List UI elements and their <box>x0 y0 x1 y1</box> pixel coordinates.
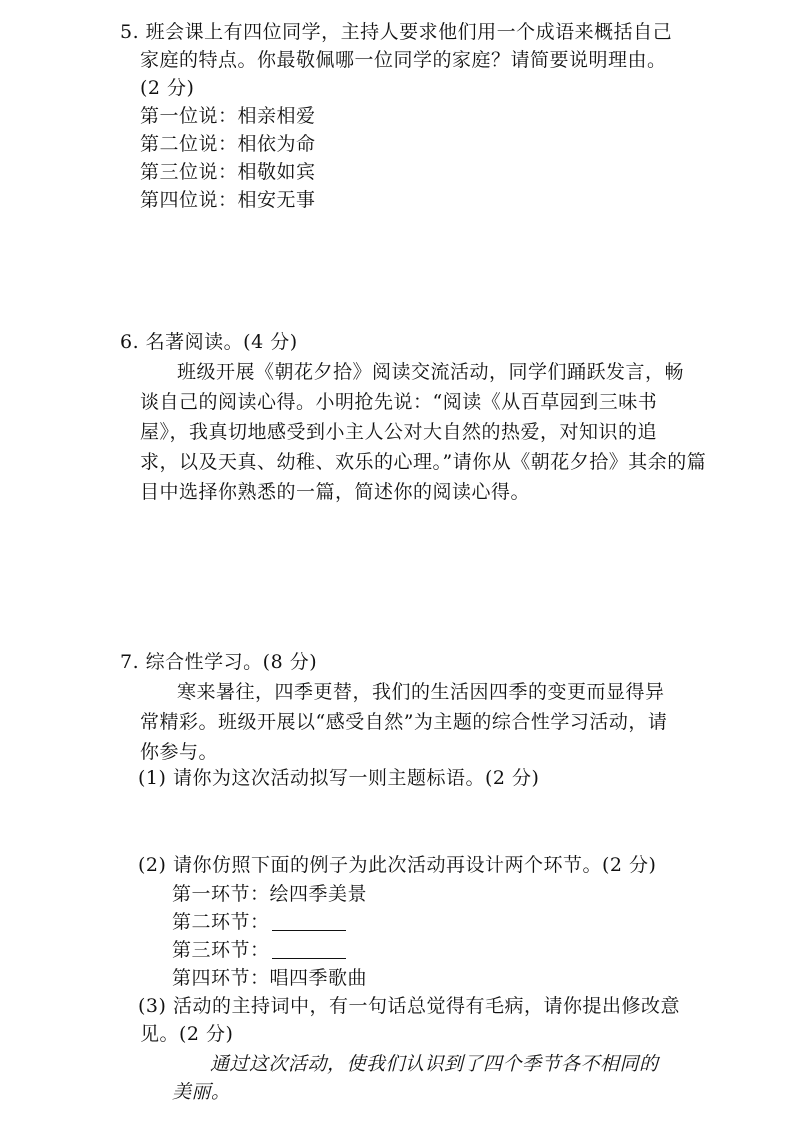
q7-session-2-row <box>172 910 346 934</box>
q6-title: 6. 名著阅读。(4 分) <box>120 331 298 353</box>
q5-prompt-line2: 家庭的特点。你最敬佩哪一位同学的家庭？请简要说明理由。 <box>140 49 667 71</box>
q5-option-2: 第二位说：相依为命 <box>140 133 316 155</box>
q6-text-line5: 目中选择你熟悉的一篇，简述你的阅读心得。 <box>140 481 531 503</box>
q7-intro-line2: 常精彩。班级开展以“感受自然”为主题的综合性学习活动，请 <box>140 711 668 733</box>
q5-score: (2 分) <box>140 77 195 99</box>
q5-option-4: 第四位说：相安无事 <box>140 189 316 211</box>
q6-text-line3: 屋》，我真切地感受到小主人公对大自然的热爱，对知识的追 <box>140 421 658 443</box>
q7-title: 7. 综合性学习。(8 分) <box>120 651 318 673</box>
q7-faulty-sentence-line1: 通过这次活动，使我们认识到了四个季节各不相同的 <box>210 1053 659 1075</box>
q5-option-1: 第一位说：相亲相爱 <box>140 105 316 127</box>
q7-session-3-label: 第三环节： <box>172 939 270 961</box>
q7-session-4: 第四环节：唱四季歌曲 <box>172 967 368 989</box>
q7-sub3-line1: (3) 活动的主持词中，有一句话总觉得有毛病，请你提出修改意 <box>138 995 680 1017</box>
q6-text-line4: 求，以及天真、幼稚、欢乐的心理。”请你从《朝花夕拾》其余的篇 <box>140 451 707 473</box>
q7-session-1: 第一环节：绘四季美景 <box>172 883 368 905</box>
q5-prompt-line1: 5. 班会课上有四位同学，主持人要求他们用一个成语来概括自己 <box>120 21 673 43</box>
q6-text-line2: 谈自己的阅读心得。小明抢先说：“阅读《从百草园到三味书 <box>140 391 658 413</box>
q7-session-3-blank[interactable] <box>272 940 346 959</box>
q7-sub2: (2) 请你仿照下面的例子为此次活动再设计两个环节。(2 分) <box>138 854 657 876</box>
q7-intro-line3: 你参与。 <box>140 741 219 763</box>
q7-session-2-blank[interactable] <box>272 912 346 931</box>
q7-session-2-label: 第二环节： <box>172 911 270 933</box>
q6-text-line1: 班级开展《朝花夕拾》阅读交流活动，同学们踊跃发言，畅 <box>177 361 685 383</box>
q7-sub1: (1) 请你为这次活动拟写一则主题标语。(2 分) <box>138 767 540 789</box>
q5-option-3: 第三位说：相敬如宾 <box>140 161 316 183</box>
q7-intro-line1: 寒来暑往，四季更替，我们的生活因四季的变更而显得异 <box>177 681 665 703</box>
q7-session-3-row <box>172 938 346 962</box>
q7-faulty-sentence-line2: 美丽。 <box>172 1081 231 1103</box>
q7-sub3-line2: 见。(2 分) <box>140 1023 234 1045</box>
